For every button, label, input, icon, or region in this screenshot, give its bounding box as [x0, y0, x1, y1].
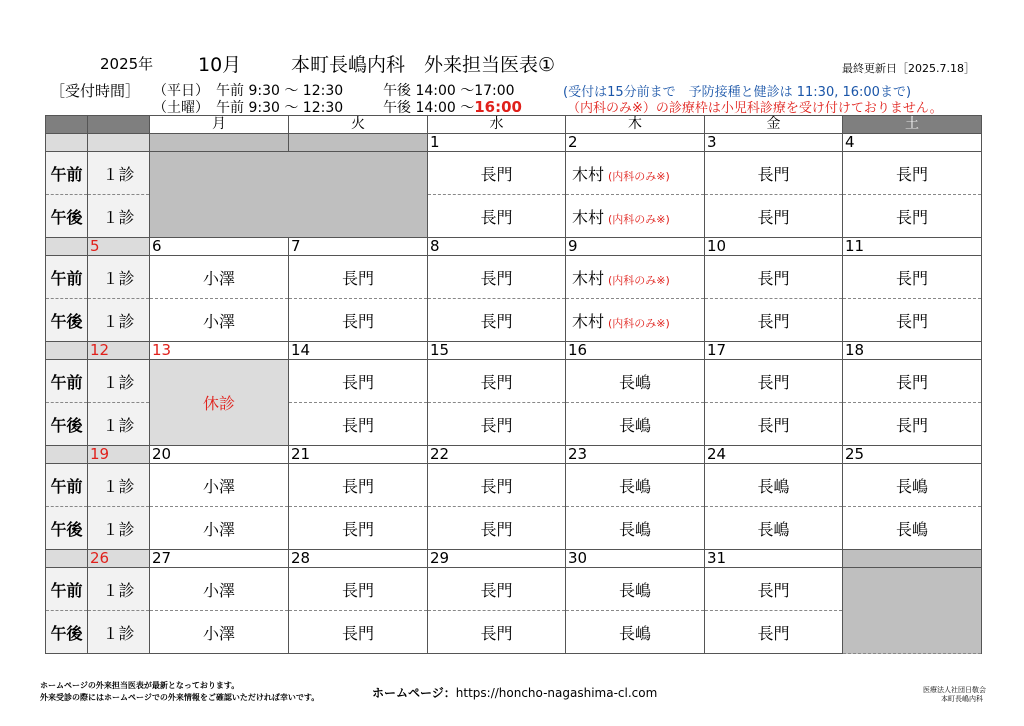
doctor-name: 小澤	[202, 476, 235, 496]
date-cell-tue: 14	[289, 342, 428, 360]
date-cell-sat: 11	[843, 238, 982, 256]
date-row	[46, 342, 982, 360]
date-row-spacer	[46, 238, 88, 256]
doctor-cell-thu	[566, 507, 705, 550]
doctor-name: 長門	[341, 372, 374, 392]
date-cell-mon: 13	[150, 342, 289, 360]
clinic-label: １診	[88, 152, 150, 195]
doctor-cell-fri	[705, 152, 843, 195]
doctor-name: 木村	[572, 164, 605, 184]
year: 2025年	[100, 55, 154, 73]
no-clinic-block	[843, 568, 982, 654]
date-cell-thu: 2	[566, 134, 705, 152]
closed-cell	[150, 360, 289, 446]
date-cell-tue: 7	[289, 238, 428, 256]
doctor-cell-tue	[289, 299, 428, 342]
doctor-cell-wed	[428, 299, 566, 342]
date-cell-sat	[843, 550, 982, 568]
doctor-cell-fri	[705, 568, 843, 611]
doctor-cell-fri	[705, 360, 843, 403]
doctor-cell-wed	[428, 256, 566, 299]
saturday-pm-end: 16:00	[474, 98, 522, 116]
doctor-name: 小澤	[202, 519, 235, 539]
closed-label: 休診	[202, 394, 235, 413]
clinic-label: １診	[88, 403, 150, 446]
doctor-cell-wed	[428, 195, 566, 238]
doctor-cell-wed	[428, 360, 566, 403]
date-row-spacer	[46, 446, 88, 464]
doctor-cell-fri	[705, 403, 843, 446]
doctor-name: 長嶋	[618, 415, 651, 435]
date-row	[46, 134, 982, 152]
clinic-label: １診	[88, 195, 150, 238]
doctor-name: 長門	[480, 476, 513, 496]
homepage-label: ホームページ：	[372, 686, 456, 700]
internal-only-note: (内科のみ※)	[608, 316, 670, 330]
date-cell-mon: 6	[150, 238, 289, 256]
doctor-cell-tue	[289, 256, 428, 299]
session-row-am	[46, 568, 982, 611]
saturday-pm-hours	[383, 97, 522, 117]
date-cell-wed: 8	[428, 238, 566, 256]
doctor-cell-tue	[289, 568, 428, 611]
doctor-cell-fri	[705, 299, 843, 342]
header-corner	[88, 116, 150, 134]
doctor-name: 長門	[757, 580, 790, 600]
doctor-name: 長門	[480, 372, 513, 392]
doctor-cell-wed	[428, 568, 566, 611]
date-cell-fri: 24	[705, 446, 843, 464]
doctor-name: 長門	[341, 268, 374, 288]
doctor-name: 長嶋	[757, 519, 790, 539]
doctor-name: 小澤	[202, 623, 235, 643]
doctor-cell-wed	[428, 611, 566, 654]
date-cell-mon: 27	[150, 550, 289, 568]
session-label: 午前	[46, 256, 88, 299]
doctor-name: 長門	[480, 623, 513, 643]
doctor-name: 長門	[480, 415, 513, 435]
date-cell-fri: 31	[705, 550, 843, 568]
doctor-cell-tue	[289, 507, 428, 550]
doctor-cell-fri	[705, 464, 843, 507]
doctor-name: 長門	[341, 476, 374, 496]
footer-note-2: 外来受診の際にはホームページでの外来情報をご確認いただければ幸いです。	[40, 693, 320, 702]
doctor-name: 長門	[757, 372, 790, 392]
clinic-name: 本町長嶋内科	[941, 695, 983, 703]
session-row-am	[46, 152, 982, 195]
date-row	[46, 446, 982, 464]
day-header-thu: 木	[566, 116, 705, 134]
day-header-wed: 水	[428, 116, 566, 134]
no-clinic-block	[150, 152, 428, 238]
date-cell-thu: 30	[566, 550, 705, 568]
doctor-cell-mon	[150, 568, 289, 611]
doctor-cell-mon	[150, 256, 289, 299]
doctor-name: 長門	[757, 164, 790, 184]
doctor-name: 長門	[341, 580, 374, 600]
date-cell-wed: 1	[428, 134, 566, 152]
saturday-pm-start: 午後 14:00 ～	[383, 100, 475, 116]
month: 10月	[198, 54, 242, 76]
doctor-name: 木村	[572, 268, 605, 288]
date-row	[46, 238, 982, 256]
date-cell-wed: 22	[428, 446, 566, 464]
date-cell-fri: 10	[705, 238, 843, 256]
footer-note-1: ホームページの外来担当医表が最新となっております。	[40, 681, 240, 690]
date-row	[46, 550, 982, 568]
doctor-cell-thu	[566, 195, 705, 238]
doctor-cell-thu	[566, 464, 705, 507]
session-row-am	[46, 256, 982, 299]
doctor-name: 長門	[341, 519, 374, 539]
doctor-cell-wed	[428, 403, 566, 446]
doctor-name: 小澤	[202, 580, 235, 600]
session-label: 午後	[46, 299, 88, 342]
session-label: 午後	[46, 507, 88, 550]
session-label: 午前	[46, 360, 88, 403]
doctor-cell-fri	[705, 507, 843, 550]
session-row-pm	[46, 507, 982, 550]
doctor-name: 長門	[341, 311, 374, 331]
saturday-label: （土曜）	[153, 100, 209, 116]
session-row-pm	[46, 611, 982, 654]
doctor-name: 長門	[895, 164, 928, 184]
doctor-name: 長門	[895, 372, 928, 392]
doctor-name: 長門	[480, 311, 513, 331]
date-cell-tue	[289, 134, 428, 152]
doctor-cell-tue	[289, 360, 428, 403]
date-cell-fri: 17	[705, 342, 843, 360]
doctor-name: 長門	[757, 207, 790, 227]
doctor-cell-sat	[843, 256, 982, 299]
homepage-url[interactable]: https://honcho-nagashima-cl.com	[455, 686, 658, 700]
day-header-mon: 月	[150, 116, 289, 134]
session-row-am	[46, 360, 982, 403]
sunday-date: 26	[88, 550, 150, 568]
date-cell-mon: 20	[150, 446, 289, 464]
schedule-table	[45, 115, 982, 654]
doctor-name: 長門	[895, 415, 928, 435]
doctor-name: 小澤	[202, 268, 235, 288]
internal-only-note: (内科のみ※)	[608, 273, 670, 287]
doctor-cell-fri	[705, 195, 843, 238]
doctor-cell-tue	[289, 403, 428, 446]
date-cell-sat: 25	[843, 446, 982, 464]
doctor-name: 長嶋	[618, 623, 651, 643]
doctor-name: 長嶋	[618, 519, 651, 539]
doctor-name: 長嶋	[895, 476, 928, 496]
doctor-name: 長嶋	[895, 519, 928, 539]
doctor-name: 長門	[480, 207, 513, 227]
day-header-row	[46, 116, 982, 134]
doctor-name: 長嶋	[757, 476, 790, 496]
weekday-pm-hours: 午後 14:00 ～17:00	[383, 83, 515, 99]
org-name: 医療法人社団日敬会	[923, 686, 986, 694]
doctor-cell-wed	[428, 464, 566, 507]
day-header-sat: 土	[843, 116, 982, 134]
doctor-name: 長門	[757, 268, 790, 288]
saturday-am-hours: 午前 9:30 ～ 12:30	[216, 100, 344, 116]
doctor-name: 長門	[895, 207, 928, 227]
doctor-cell-mon	[150, 507, 289, 550]
clinic-label: １診	[88, 299, 150, 342]
doctor-cell-thu	[566, 299, 705, 342]
doctor-name: 長門	[895, 268, 928, 288]
date-cell-fri: 3	[705, 134, 843, 152]
doctor-cell-thu	[566, 611, 705, 654]
doctor-name: 長門	[757, 415, 790, 435]
doctor-name: 長嶋	[618, 372, 651, 392]
homepage	[372, 684, 657, 701]
date-row-spacer	[46, 550, 88, 568]
doctor-cell-wed	[428, 152, 566, 195]
session-label: 午後	[46, 403, 88, 446]
clinic-label: １診	[88, 464, 150, 507]
date-row-spacer	[46, 342, 88, 360]
session-label: 午後	[46, 611, 88, 654]
doctor-name: 長門	[480, 164, 513, 184]
doctor-cell-sat	[843, 403, 982, 446]
doctor-cell-sat	[843, 360, 982, 403]
clinic-label: １診	[88, 507, 150, 550]
date-cell-wed: 15	[428, 342, 566, 360]
doctor-name: 長門	[757, 311, 790, 331]
weekday-label: （平日）	[153, 83, 209, 99]
doctor-name: 木村	[572, 311, 605, 331]
doctor-name: 長門	[480, 580, 513, 600]
doctor-name: 長門	[341, 623, 374, 643]
day-header-fri: 金	[705, 116, 843, 134]
doctor-cell-thu	[566, 403, 705, 446]
sunday-date: 12	[88, 342, 150, 360]
date-cell-sat: 18	[843, 342, 982, 360]
doctor-name: 長嶋	[618, 580, 651, 600]
session-label: 午後	[46, 195, 88, 238]
session-label: 午前	[46, 152, 88, 195]
date-cell-sat: 4	[843, 134, 982, 152]
sunday-date: 5	[88, 238, 150, 256]
reception-label: ［受付時間］	[50, 82, 141, 100]
clinic-label: １診	[88, 568, 150, 611]
day-header-tue: 火	[289, 116, 428, 134]
date-cell-tue: 21	[289, 446, 428, 464]
doctor-cell-mon	[150, 299, 289, 342]
session-row-pm	[46, 299, 982, 342]
session-label: 午前	[46, 464, 88, 507]
doctor-cell-mon	[150, 611, 289, 654]
date-cell-tue: 28	[289, 550, 428, 568]
doctor-cell-tue	[289, 464, 428, 507]
sunday-date	[88, 134, 150, 152]
pediatric-notice: （内科のみ※）の診療枠は小児科診療を受け付けておりません。	[567, 101, 943, 116]
doctor-cell-sat	[843, 152, 982, 195]
date-cell-thu: 23	[566, 446, 705, 464]
doctor-cell-thu	[566, 152, 705, 195]
doctor-name: 長門	[480, 519, 513, 539]
doctor-cell-tue	[289, 611, 428, 654]
reception-notice: (受付は15分前まで 予防接種と健診は 11:30, 16:00まで)	[563, 85, 912, 100]
doctor-name: 長嶋	[618, 476, 651, 496]
session-label: 午前	[46, 568, 88, 611]
doctor-cell-fri	[705, 611, 843, 654]
doctor-name: 長門	[757, 623, 790, 643]
sunday-date: 19	[88, 446, 150, 464]
doctor-cell-wed	[428, 507, 566, 550]
date-row-spacer	[46, 134, 88, 152]
date-cell-wed: 29	[428, 550, 566, 568]
date-cell-mon	[150, 134, 289, 152]
doctor-cell-thu	[566, 568, 705, 611]
internal-only-note: (内科のみ※)	[608, 212, 670, 226]
doctor-name: 小澤	[202, 311, 235, 331]
internal-only-note: (内科のみ※)	[608, 169, 670, 183]
session-row-am	[46, 464, 982, 507]
doctor-cell-mon	[150, 464, 289, 507]
doctor-cell-thu	[566, 256, 705, 299]
page-title: 本町長嶋内科 外来担当医表①	[291, 54, 556, 76]
last-updated: 最終更新日［2025.7.18］	[842, 62, 975, 75]
weekday-am-hours: 午前 9:30 ～ 12:30	[216, 83, 344, 99]
doctor-name: 長門	[895, 311, 928, 331]
doctor-name: 長門	[480, 268, 513, 288]
clinic-label: １診	[88, 360, 150, 403]
doctor-cell-fri	[705, 256, 843, 299]
doctor-name: 木村	[572, 207, 605, 227]
doctor-cell-sat	[843, 299, 982, 342]
clinic-label: １診	[88, 256, 150, 299]
doctor-cell-sat	[843, 507, 982, 550]
doctor-cell-sat	[843, 195, 982, 238]
doctor-cell-thu	[566, 360, 705, 403]
doctor-name: 長門	[341, 415, 374, 435]
doctor-cell-sat	[843, 464, 982, 507]
clinic-label: １診	[88, 611, 150, 654]
date-cell-thu: 16	[566, 342, 705, 360]
header-corner	[46, 116, 88, 134]
date-cell-thu: 9	[566, 238, 705, 256]
